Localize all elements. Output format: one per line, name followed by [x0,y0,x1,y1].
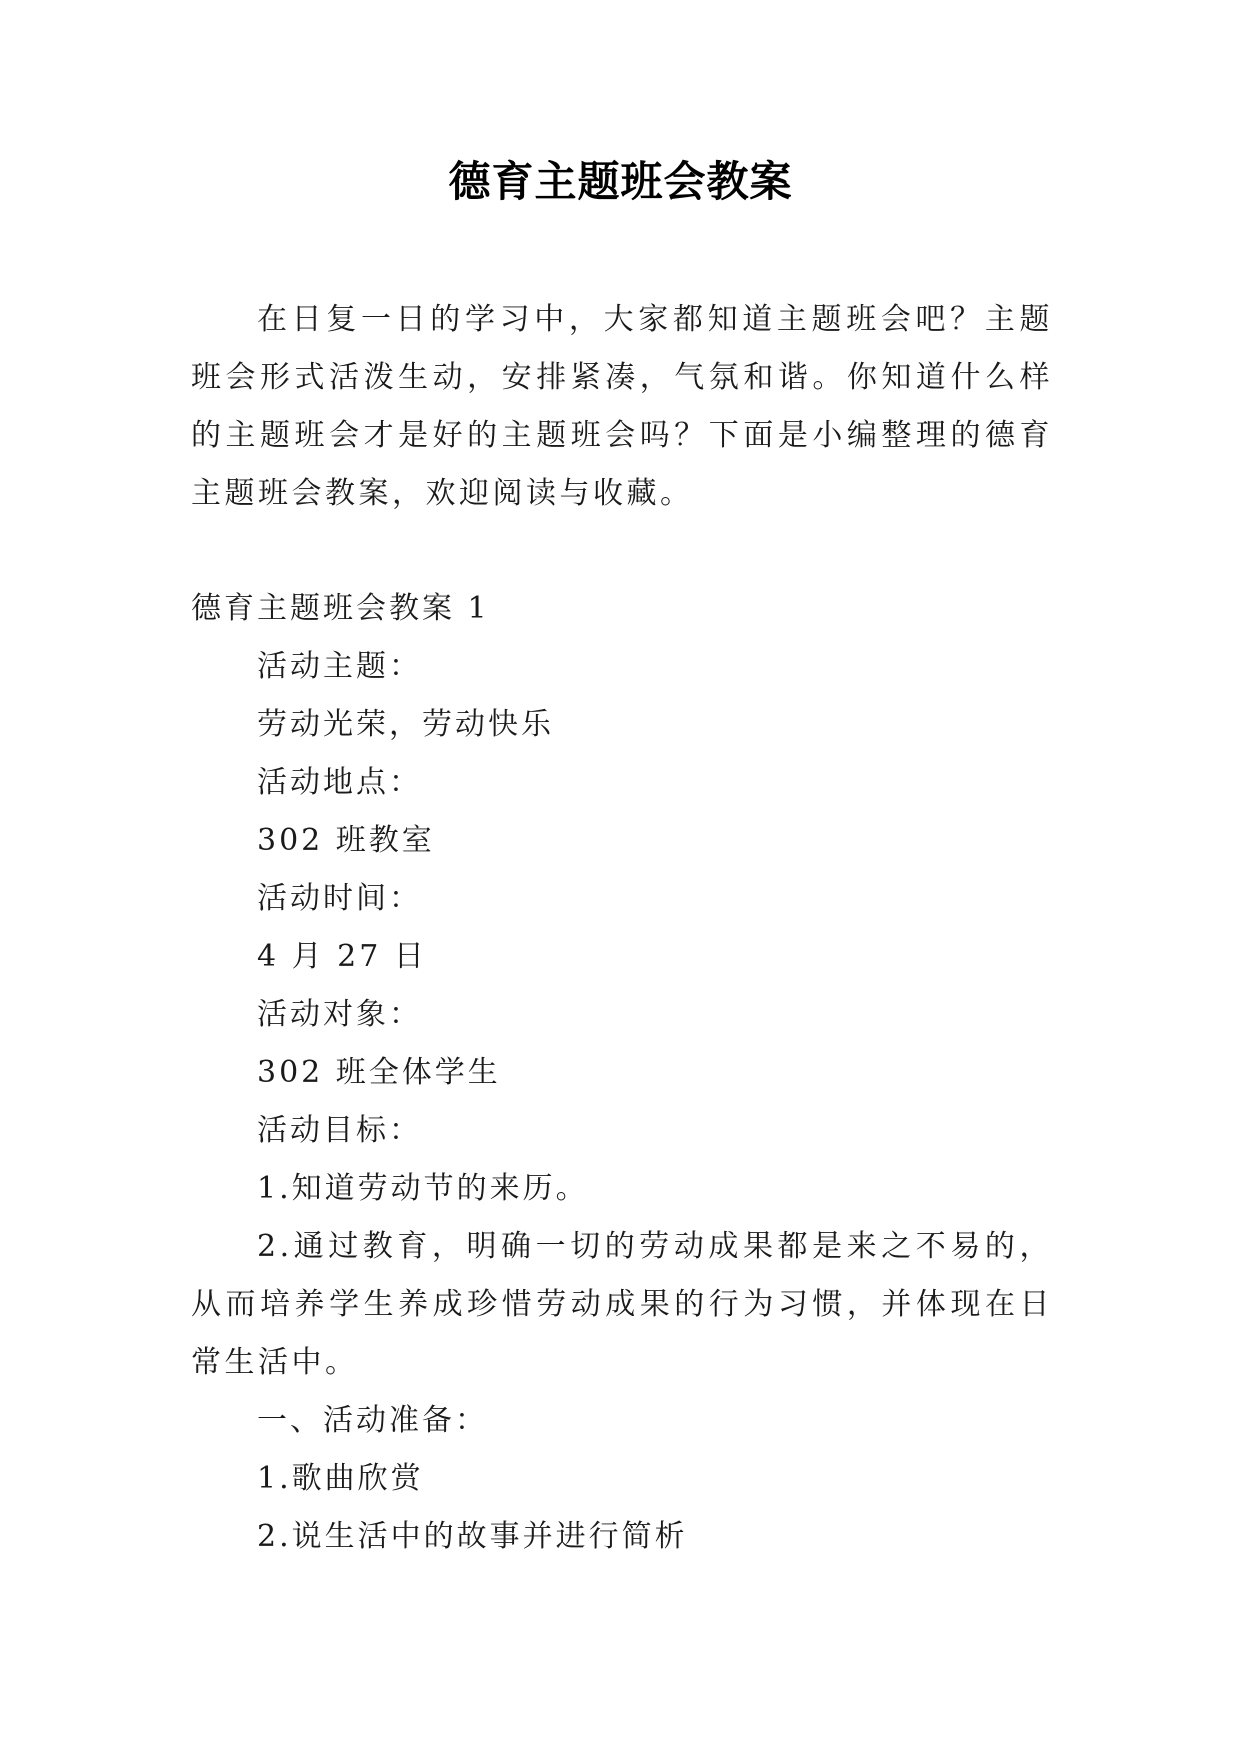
activity-target-label: 活动对象： [257,997,422,1032]
activity-target-value: 302 班全体学生 [257,1055,501,1090]
activity-time-label: 活动时间： [257,881,422,916]
activity-goal-2: 2.通过教育，明确一切的劳动成果都是来之不易的，从而培养学生养成珍惜劳动成果的行为习惯，并体现在日常生活中。 [191,1229,1053,1380]
prep-heading: 一、活动准备： [257,1403,488,1438]
activity-goal-1: 1.知道劳动节的来历。 [257,1171,589,1206]
document-body [191,580,1053,1566]
prep-item-2: 2.说生活中的故事并进行简析 [257,1519,688,1554]
activity-theme-label: 活动主题： [257,649,422,684]
activity-goal-label: 活动目标： [257,1113,422,1148]
prep-item-1: 1.歌曲欣赏 [257,1461,424,1496]
intro-paragraph: 在日复一日的学习中，大家都知道主题班会吧？主题班会形式活泼生动，安排紧凑，气氛和谐。你知道什么样的主题班会才是好的主题班会吗？下面是小编整理的德育主题班会教案，欢迎阅读与收藏。 [191,302,1053,511]
activity-location-value: 302 班教室 [257,823,435,858]
activity-location-label: 活动地点： [257,765,422,800]
section-heading: 德育主题班会教案 1 [191,591,490,626]
document-title: 德育主题班会教案 [448,157,793,206]
activity-theme-value: 劳动光荣，劳动快乐 [257,707,554,742]
activity-time-value: 4 月 27 日 [257,939,427,974]
